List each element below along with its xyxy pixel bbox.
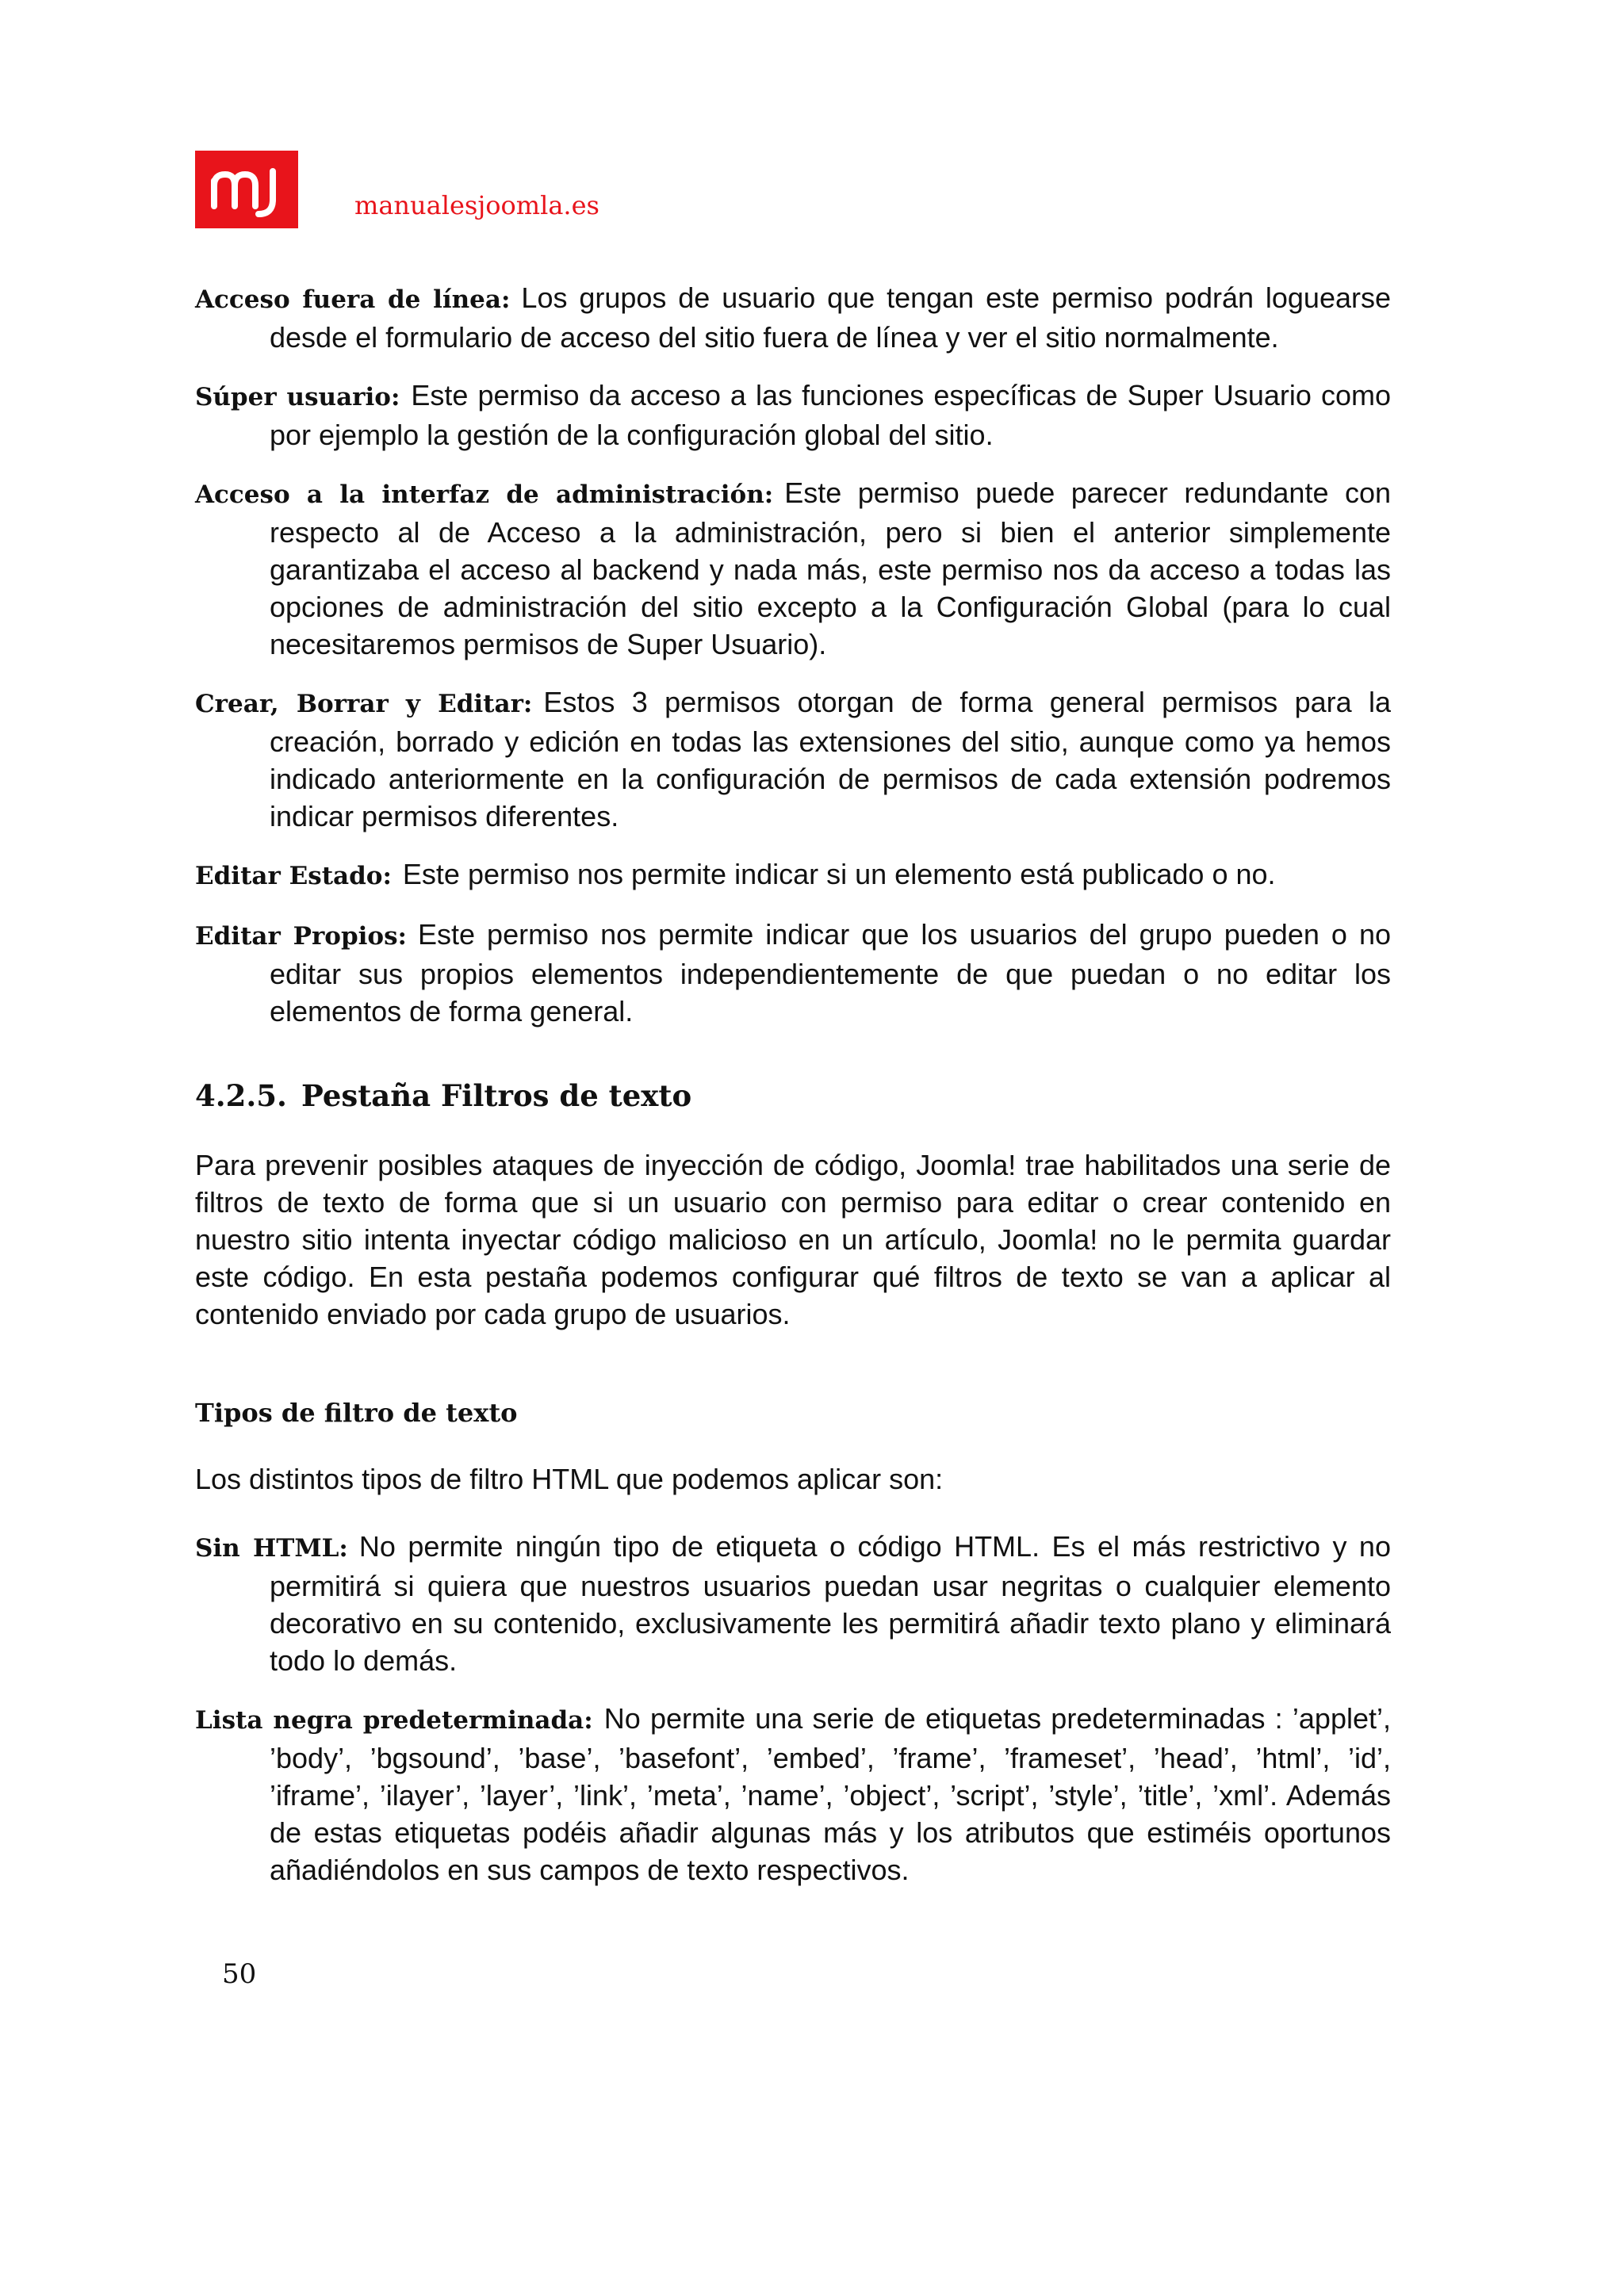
site-name: manualesjoomla.es [354, 190, 599, 220]
definition-item [195, 377, 1391, 453]
page-number: 50 [222, 1958, 257, 1990]
definition-item [195, 1528, 1391, 1679]
definition-text: Estos 3 permisos otorgan de forma general permisos para la creación, borrado y edición en todas las extensiones del sitio, aunque como ya hemos indicado anteriormente en la configuración de permisos de cada extensión podremos indicar permisos diferentes. [270, 686, 1391, 832]
definition-text: Los grupos de usuario que tengan este permiso podrán loguearse desde el formulario de acceso del sitio fuera de línea y ver el sitio normalmente. [270, 281, 1392, 354]
definition-item [195, 683, 1391, 835]
site-logo [195, 151, 298, 228]
definition-term: Súper usuario: [195, 383, 400, 411]
definition-term: Lista negra predeterminada: [195, 1706, 593, 1735]
definition-item [195, 1700, 1391, 1888]
section-number: 4.2.5. [195, 1078, 287, 1113]
filter-definition-list [195, 1528, 1391, 1888]
definition-term: Crear, Borrar y Editar: [195, 690, 533, 718]
definition-text: Este permiso da acceso a las funciones específicas de Super Usuario como por ejemplo la gestión de la configuración global del sitio. [270, 379, 1391, 451]
definition-term: Editar Estado: [195, 862, 392, 890]
definition-text: Este permiso nos permite indicar si un elemento está publicado o no. [402, 858, 1276, 890]
definition-term: Sin HTML: [195, 1534, 348, 1563]
definition-text: No permite ningún tipo de etiqueta o código HTML. Es el más restrictivo y no permitirá si quiera que nuestros usuarios puedan usar negritas o cualquier elemento decorativo en su contenido, exclusivamente les permitirá añadir texto plano y eliminará todo lo demás. [270, 1530, 1391, 1677]
definition-text: No permite una serie de etiquetas predeterminadas : ’applet’, ’body’, ’bgsound’, ’base’, ’basefont’, ’embed’, ’frame’, ’frameset’, ’head’, ’html’, ’id’, ’iframe’, ’ilayer’, ’layer’, ’link’, ’meta’, ’name’, ’object’, ’script’, ’style’, ’title’, ’xml’. Además de estas etiquetas podéis añadir algunas más y los atributos que estiméis oportunos añadiéndolos en sus campos de texto respectivos. [270, 1702, 1391, 1886]
definition-term: Acceso fuera de línea: [195, 285, 511, 314]
section-heading [195, 1077, 1391, 1115]
definition-list [195, 279, 1391, 1030]
definition-text: Este permiso nos permite indicar que los usuarios del grupo pueden o no editar sus propios elementos independientemente de que puedan o no editar los elementos de forma general. [270, 918, 1391, 1027]
definition-item [195, 279, 1391, 356]
definition-term: Acceso a la interfaz de administración: [195, 480, 774, 509]
subsection-lead: Los distintos tipos de filtro HTML que podemos aplicar son: [195, 1463, 944, 1495]
definition-text: Este permiso puede parecer redundante con respecto al de Acceso a la administración, pero si bien el anterior simplemente garantizaba el acceso al backend y nada más, este permiso nos da acceso a todas las opciones de administración del sitio excepto a la Configuración Global (para lo cual necesitaremos permisos de Super Usuario). [270, 476, 1391, 660]
definition-item [195, 474, 1391, 663]
section-paragraph: Para prevenir posibles ataques de inyección de código, Joomla! trae habilitados una serie de filtros de texto de forma que si un usuario con permiso para editar o crear contenido en nuestro sitio intenta inyectar código malicioso en un artículo, Joomla! no le permita guardar este código. En esta pestaña podemos configurar qué filtros de texto se van a aplicar al contenido enviado por cada grupo de usuarios. [195, 1149, 1391, 1330]
definition-term: Editar Propios: [195, 922, 407, 951]
definition-item [195, 916, 1391, 1030]
definition-item [195, 855, 1391, 895]
subsection-heading: Tipos de filtro de texto [195, 1398, 518, 1428]
mj-logo-icon [195, 151, 298, 228]
section-title: Pestaña Filtros de texto [301, 1078, 692, 1113]
page-content [195, 279, 1391, 1909]
